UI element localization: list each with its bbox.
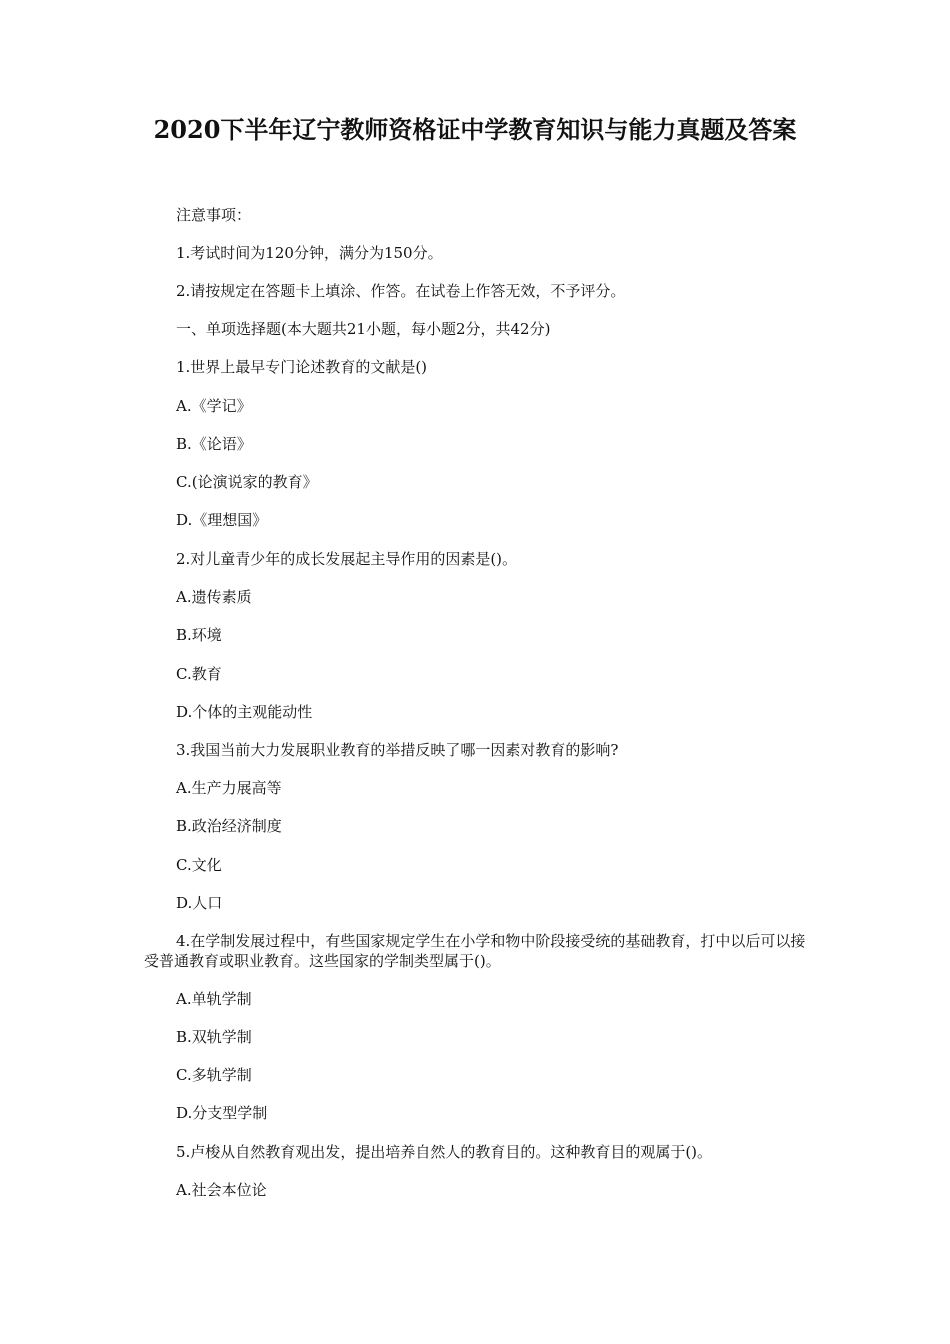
question-option: A.社会本位论 xyxy=(176,1181,267,1199)
question-option: D.《理想国》 xyxy=(176,511,268,529)
question-option: A.单轨学制 xyxy=(176,990,252,1008)
question-option: D.分支型学制 xyxy=(176,1104,268,1122)
question-option: A.遗传素质 xyxy=(176,588,252,606)
question-option: B.政治经济制度 xyxy=(176,817,282,835)
question-option: D.人口 xyxy=(176,894,223,912)
question-option: C.(论演说家的教育》 xyxy=(176,473,318,491)
question-stem: 5.卢梭从自然教育观出发，提出培养自然人的教育目的。这种教育目的观属于()。 xyxy=(176,1143,713,1161)
question-option: B.《论语》 xyxy=(176,435,252,453)
section-heading: 一、单项选择题(本大题共21小题，每小题2分，共42分) xyxy=(176,320,551,338)
document-title: 2020下半年辽宁教师资格证中学教育知识与能力真题及答案 xyxy=(153,115,797,144)
question-option: C.教育 xyxy=(176,665,222,683)
question-stem: 3.我国当前大力发展职业教育的举措反映了哪一因素对教育的影响? xyxy=(176,741,619,759)
question-option: A.生产力展高等 xyxy=(176,779,282,797)
question-stem: 2.对儿童青少年的成长发展起主导作用的因素是()。 xyxy=(176,550,518,568)
notice-heading: 注意事项： xyxy=(176,206,252,224)
question-option: D.个体的主观能动性 xyxy=(176,703,313,721)
question-option: B.双轨学制 xyxy=(176,1028,252,1046)
notice-item: 2.请按规定在答题卡上填涂、作答。在试卷上作答无效，不予评分。 xyxy=(176,282,626,300)
question-option: B.环境 xyxy=(176,626,222,644)
notice-item: 1.考试时间为120分钟，满分为150分。 xyxy=(176,244,443,262)
question-stem: 1.世界上最早专门论述教育的文献是() xyxy=(176,358,428,376)
question-option: A.《学记》 xyxy=(176,397,252,415)
question-option: C.多轨学制 xyxy=(176,1066,252,1084)
question-option: C.文化 xyxy=(176,856,222,874)
question-stem: 4.在学制发展过程中，有些国家规定学生在小学和物中阶段接受统的基础教育，打中以后可以接受普通教育或职业教育。这些国家的学制类型属于()。 xyxy=(144,932,806,970)
